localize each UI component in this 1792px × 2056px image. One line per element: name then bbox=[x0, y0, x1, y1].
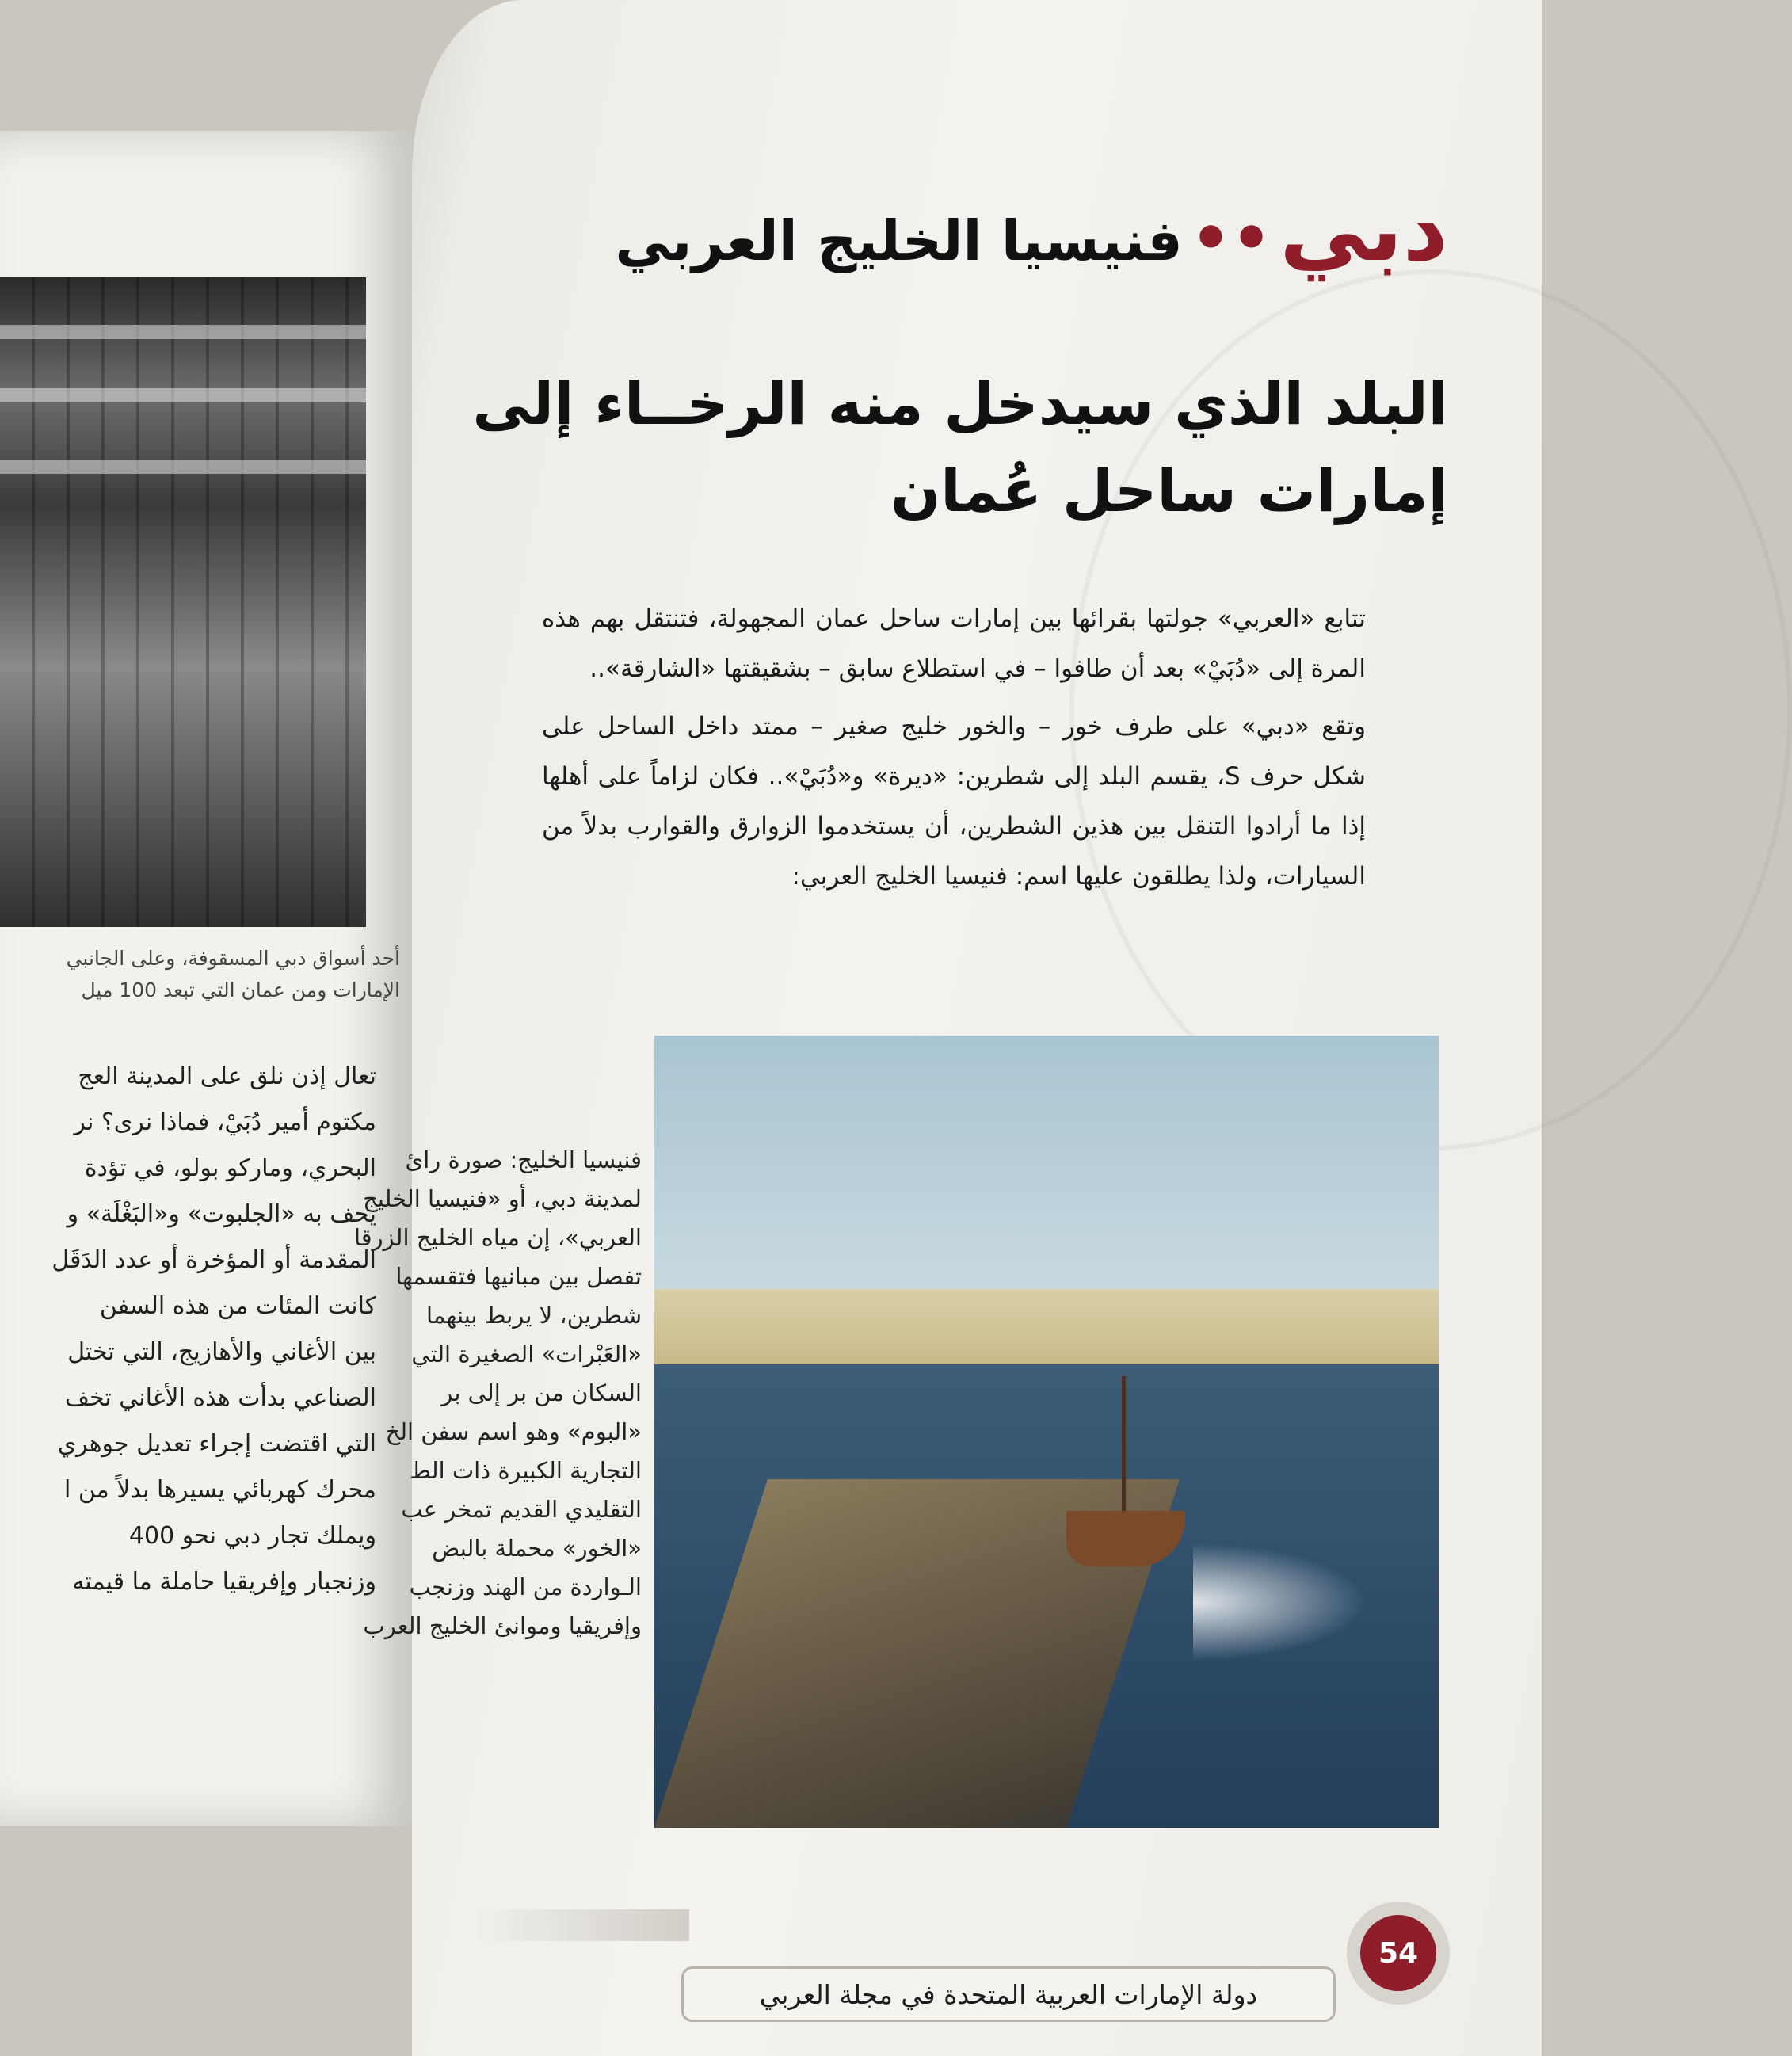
caption-line: العربي»، إن مياه الخليج الزرقا bbox=[353, 1224, 642, 1251]
caption-line: لمدينة دبي، أو «فنيسيا الخليج bbox=[363, 1185, 642, 1212]
title-dots: •• bbox=[1190, 201, 1272, 275]
caption-line: التجارية الكبيرة ذات الط bbox=[410, 1457, 642, 1484]
caption-line: «العَبْرات» الصغيرة التي bbox=[411, 1341, 642, 1367]
covered-souq-photo bbox=[0, 277, 366, 927]
caption-line: السكان من بر إلى بر bbox=[441, 1379, 642, 1406]
caption-line: شطرين، لا يربط بينهما bbox=[425, 1302, 642, 1329]
dubai-photo-caption bbox=[353, 1141, 642, 1646]
body-line: التي اقتضت إجراء تعديل جوهري bbox=[57, 1430, 376, 1458]
page-number: 54 bbox=[1360, 1915, 1436, 1991]
caption-line: وإفريقيا وموانئ الخليج العرب bbox=[363, 1612, 642, 1639]
caption-line: «البوم» وهو اسم سفن الخ bbox=[385, 1418, 642, 1445]
article-headline: البلد الذي سيدخل منه الرخــاء إلى إمارات ساحل عُمان bbox=[472, 370, 1448, 525]
body-line: يحف به «الجلبوت» و«البَغْلَة» و bbox=[67, 1200, 376, 1228]
caption-line: الإمارات ومن عمان التي تبعد 100 ميل bbox=[81, 978, 400, 1001]
left-page bbox=[0, 131, 412, 1826]
title-main: دبي bbox=[1279, 178, 1448, 281]
intro-text bbox=[542, 594, 1366, 910]
caption-line: «الخور» محملة بالبض bbox=[432, 1535, 642, 1562]
caption-line: تفصل بين مبانيها فتقسمها bbox=[395, 1263, 642, 1290]
boat-wake bbox=[1193, 1543, 1367, 1661]
dubai-creek-photo bbox=[654, 1036, 1439, 1828]
body-line: البحري، وماركو بولو، في تؤدة bbox=[84, 1154, 376, 1182]
footer-title: دولة الإمارات العربية المتحدة في مجلة العربي bbox=[681, 1966, 1336, 2022]
title-subtitle: فنيسيا الخليج العربي bbox=[615, 208, 1183, 273]
left-photo-caption bbox=[0, 943, 400, 1006]
body-line: الصناعي بدأت هذه الأغاني تخف bbox=[64, 1384, 376, 1412]
footer-decoration bbox=[475, 1909, 689, 1941]
body-line: المقدمة أو المؤخرة أو عدد الدَقَل bbox=[51, 1246, 376, 1274]
body-line: تعال إذن نلق على المدينة العج bbox=[78, 1062, 376, 1090]
caption-line: أحد أسواق دبي المسقوفة، وعلى الجانبي bbox=[66, 947, 400, 970]
body-line: وزنجبار وإفريقيا حاملة ما قيمته bbox=[72, 1568, 376, 1596]
body-line: بين الأغاني والأهازيج، التي تختل bbox=[67, 1338, 376, 1366]
caption-line: التقليدي القديم تمخر عب bbox=[401, 1496, 642, 1523]
article-title bbox=[615, 178, 1448, 281]
caption-line: فنيسيا الخليج: صورة رائ bbox=[405, 1146, 642, 1173]
intro-paragraph: تتابع «العربي» جولتها بقرائها بين إمارات ساحل عمان المجهولة، فتنتقل بهم هذه المرة إلى «دُبَيْ» بعد أن طافوا – في استطلاع سابق – بشقيقتها «الشارقة».. bbox=[542, 605, 1366, 683]
dhow-mast bbox=[1122, 1376, 1126, 1519]
page-number-badge bbox=[1347, 1902, 1450, 2005]
body-line: ويملك تجار دبي نحو 400 bbox=[128, 1522, 376, 1550]
left-body-text bbox=[0, 1054, 376, 1605]
caption-line: الـواردة من الهند وزنجب bbox=[409, 1573, 642, 1600]
body-line: مكتوم أمير دُبَيْ، فماذا نرى؟ نر bbox=[74, 1108, 376, 1136]
photo-sky bbox=[654, 1036, 1439, 1289]
photo-city-shoreline bbox=[654, 1289, 1439, 1364]
intro-paragraph: وتقع «دبي» على طرف خور – والخور خليج صغير – ممتد داخل الساحل على شكل حرف S، يقسم البلد إلى شطرين: «ديرة» و«دُبَيْ».. فكان لزاماً على أهلها إذا ما أرادوا التنقل بين هذين الشطرين، أن يستخدموا الزوارق والقوارب بدلاً من السيارات، ولذا يطلقون عليها اسم: فنيسيا الخليج العربي: bbox=[542, 712, 1366, 891]
body-line: كانت المئات من هذه السفن bbox=[99, 1292, 376, 1320]
body-line: محرك كهربائي يسيرها بدلاً من ا bbox=[63, 1476, 376, 1504]
